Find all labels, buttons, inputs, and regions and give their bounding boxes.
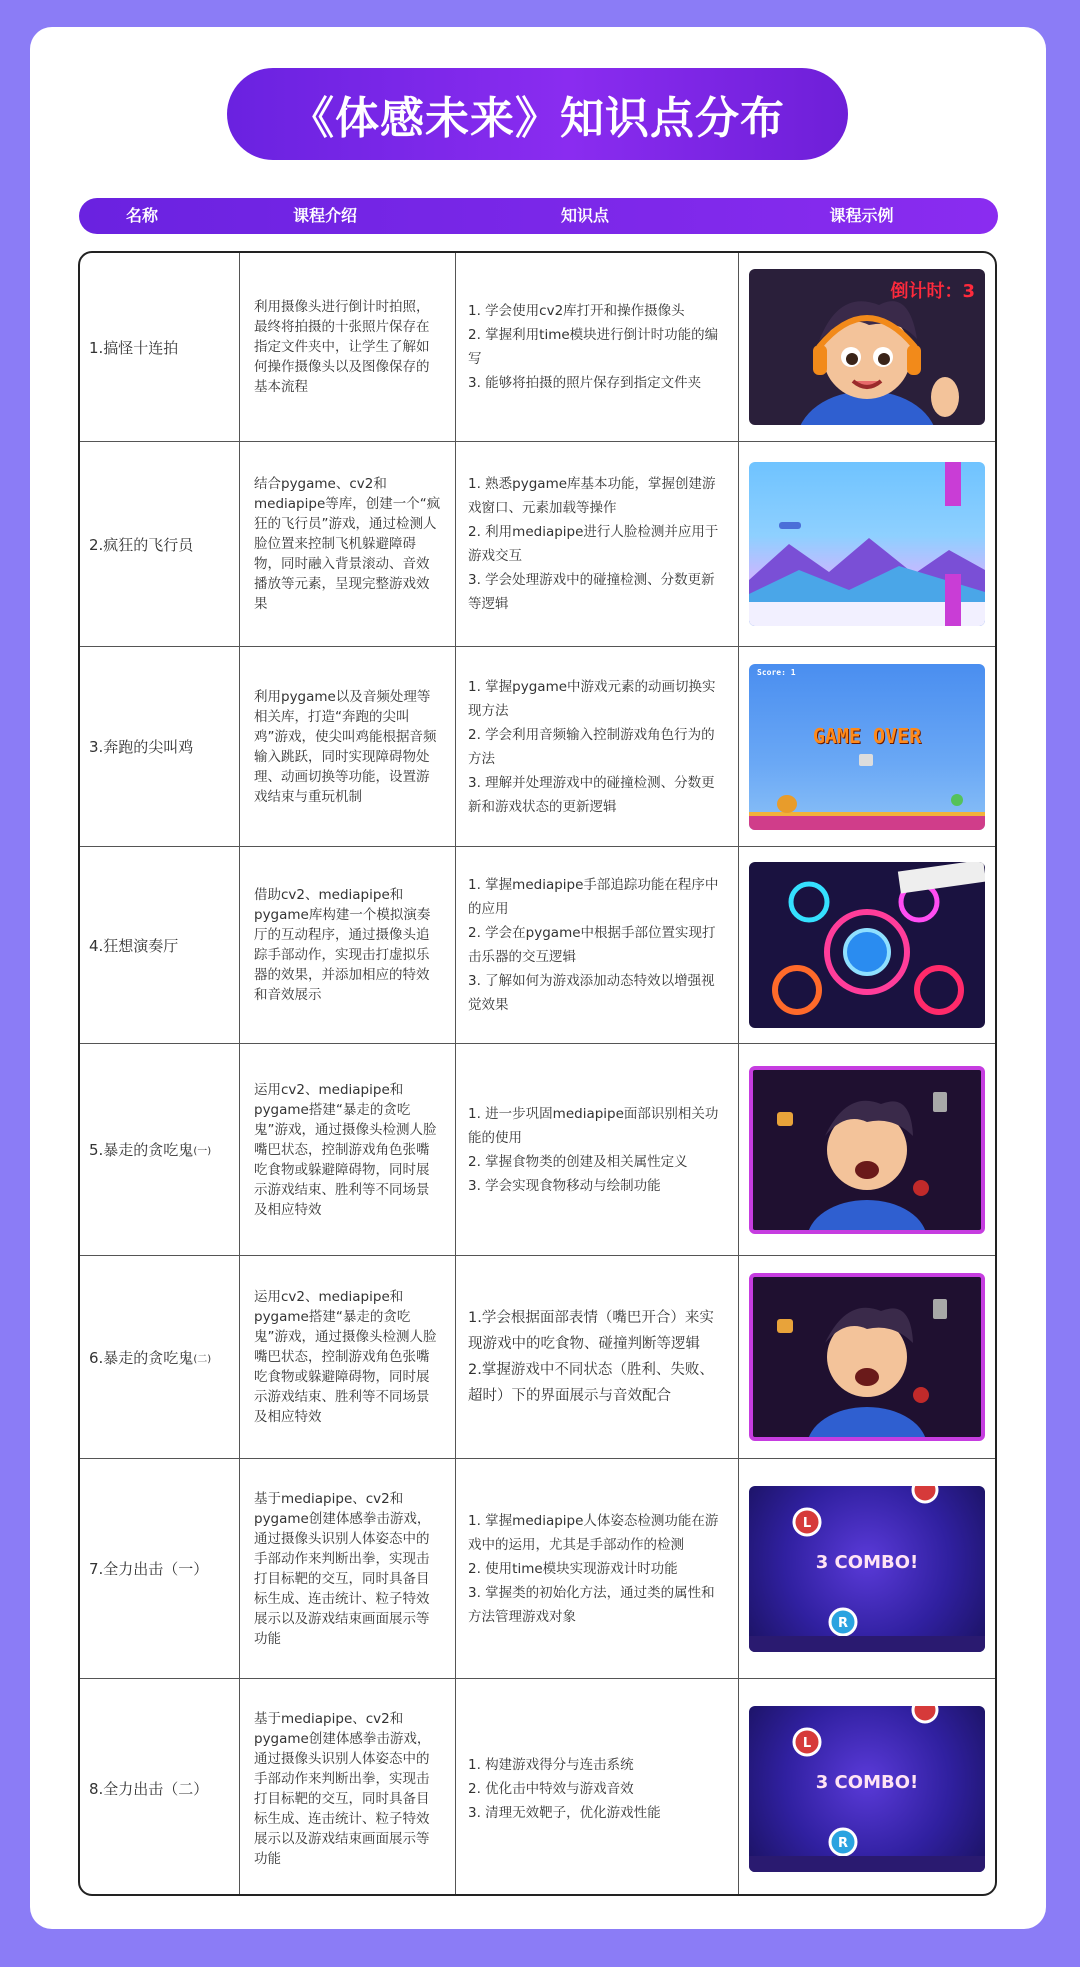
drum-targets-icon xyxy=(749,862,985,1028)
knowledge-point: 1. 掌握mediapipe手部追踪功能在程序中的应用 xyxy=(468,877,719,917)
knowledge-point: 2. 掌握利用time模块进行倒计时功能的编写 xyxy=(468,327,719,367)
knowledge-point: 1. 学会使用cv2库打开和操作摄像头 xyxy=(468,303,685,319)
header-knowledge: 知识点 xyxy=(560,206,609,225)
knowledge-points xyxy=(456,847,739,1043)
course-intro: 利用摄像头进行倒计时拍照，最终将拍摄的十张照片保存在指定文件夹中，让学生了解如何操作摄像头以及图像保存的基本流程 xyxy=(240,253,456,441)
course-example xyxy=(739,1679,995,1896)
course-example xyxy=(739,647,995,846)
cartoon-boy-icon xyxy=(749,269,985,425)
table-row xyxy=(80,1458,995,1678)
table-row xyxy=(80,441,995,646)
course-name: 4.狂想演奏厅 xyxy=(80,847,240,1043)
knowledge-point: 1. 熟悉pygame库基本功能，掌握创建游戏窗口、元素加载等操作 xyxy=(468,476,716,516)
table-header xyxy=(79,198,998,234)
course-name-text: 6.暴走的贪吃鬼 xyxy=(89,1348,194,1367)
knowledge-point: 2. 优化击中特效与游戏音效 xyxy=(468,1780,634,1797)
table-row xyxy=(80,253,995,441)
example-image-music xyxy=(749,862,985,1028)
knowledge-point: 3. 能够将拍摄的照片保存到指定文件夹 xyxy=(468,375,702,391)
knowledge-points xyxy=(456,1256,739,1458)
knowledge-point: 2. 掌握食物类的创建及相关属性定义 xyxy=(468,1153,688,1170)
course-name: 8.全力出击（二） xyxy=(80,1679,240,1896)
score-text: Score: 1 xyxy=(757,667,796,677)
knowledge-point: 1. 进一步巩固mediapipe面部识别相关功能的使用 xyxy=(468,1105,719,1146)
course-intro: 运用cv2、mediapipe和pygame搭建“暴走的贪吃鬼”游戏，通过摄像头检测人脸嘴巴状态，控制游戏角色张嘴吃食物或躲避障碍物，同时展示游戏结束、胜利等不同场景及相应特效 xyxy=(240,1044,456,1255)
example-image-boxing-2 xyxy=(749,1706,985,1872)
knowledge-point: 3. 清理无效靶子，优化游戏性能 xyxy=(468,1804,661,1821)
example-image-pilot xyxy=(749,462,985,626)
example-image-selfie xyxy=(749,269,985,425)
page-title: 《体感未来》知识点分布 xyxy=(227,68,848,160)
knowledge-points xyxy=(456,647,739,846)
course-name-suffix: (一) xyxy=(193,1146,212,1157)
course-intro: 利用pygame以及音频处理等相关库，打造“奔跑的尖叫鸡”游戏，使尖叫鸡能根据音频输入跳跃，同时实现障碍物处理、动画切换等功能，设置游戏结束与重玩机制 xyxy=(240,647,456,846)
course-example xyxy=(739,1256,995,1458)
course-example xyxy=(739,442,995,646)
course-example xyxy=(739,253,995,441)
knowledge-point: 3. 学会处理游戏中的碰撞检测、分数更新等逻辑 xyxy=(468,572,715,612)
course-intro: 基于mediapipe、cv2和pygame创建体感拳击游戏，通过摄像头识别人体姿态中的手部动作来判断出拳，实现击打目标靶的交互，同时具备目标生成、连击统计、粒子特效展示以及游戏结束画面展示等功能 xyxy=(240,1679,456,1896)
course-intro: 借助cv2、mediapipe和pygame库构建一个模拟演奏厅的互动程序，通过摄像头追踪手部动作，实现击打虚拟乐器的效果，并添加相应的特效和音效展示 xyxy=(240,847,456,1043)
combo-text: 3 COMBO! xyxy=(815,1551,919,1573)
course-intro: 运用cv2、mediapipe和pygame搭建“暴走的贪吃鬼”游戏，通过摄像头检测人脸嘴巴状态，控制游戏角色张嘴吃食物或躲避障碍物，同时展示游戏结束、胜利等不同场景及相应特效 xyxy=(240,1256,456,1458)
knowledge-point: 2. 学会利用音频输入控制游戏角色行为的方法 xyxy=(468,726,715,767)
header-intro: 课程介绍 xyxy=(292,206,357,225)
knowledge-point: 1. 构建游戏得分与连击系统 xyxy=(468,1756,634,1773)
knowledge-points xyxy=(456,442,739,646)
example-image-boxing-1 xyxy=(749,1486,985,1652)
knowledge-point: 2.掌握游戏中不同状态（胜利、失败、超时）下的界面展示与音效配合 xyxy=(468,1362,714,1404)
knowledge-point: 3. 理解并处理游戏中的碰撞检测、分数更新和游戏状态的更新逻辑 xyxy=(468,774,715,815)
course-name: 1.搞怪十连拍 xyxy=(80,253,240,441)
table-row xyxy=(80,1043,995,1255)
course-intro: 结合pygame、cv2和 mediapipe等库，创建一个“疯狂的飞行员”游戏，通过检测人脸位置来控制飞机躲避障碍物，同时融入背景滚动、音效播放等元素，呈现完整游戏效果 xyxy=(240,442,456,646)
course-example xyxy=(739,1044,995,1255)
knowledge-points xyxy=(456,1044,739,1255)
course-name xyxy=(80,1256,240,1458)
knowledge-point: 1. 掌握pygame中游戏元素的动画切换实现方法 xyxy=(468,678,716,719)
boxing-targets-icon xyxy=(749,1706,985,1872)
course-example xyxy=(739,1459,995,1678)
svg-text:R: R xyxy=(837,1615,849,1631)
knowledge-point: 2. 学会在pygame中根据手部位置实现打击乐器的交互逻辑 xyxy=(468,925,716,965)
knowledge-points xyxy=(456,253,739,441)
example-image-chicken xyxy=(749,664,985,830)
course-name-text: 5.暴走的贪吃鬼 xyxy=(89,1141,194,1159)
boxing-targets-icon xyxy=(749,1486,985,1652)
course-name: 2.疯狂的飞行员 xyxy=(80,442,240,646)
knowledge-point: 2. 使用time模块实现游戏计时功能 xyxy=(468,1560,678,1577)
example-image-glutton-1 xyxy=(749,1066,985,1234)
example-image-glutton-2 xyxy=(749,1273,985,1441)
knowledge-points xyxy=(456,1679,739,1896)
svg-text:R: R xyxy=(837,1835,849,1851)
course-name: 3.奔跑的尖叫鸡 xyxy=(80,647,240,846)
game-over-text: GAME OVER xyxy=(812,723,922,748)
knowledge-point: 3. 了解如何为游戏添加动态特效以增强视觉效果 xyxy=(468,973,715,1013)
header-name: 名称 xyxy=(125,206,158,225)
game-scene-icon xyxy=(749,664,985,830)
countdown-text: 倒计时：3 xyxy=(890,281,975,302)
svg-text:L: L xyxy=(802,1515,812,1531)
knowledge-point: 3. 学会实现食物移动与绘制功能 xyxy=(468,1177,661,1194)
cartoon-boy-eating-icon xyxy=(753,1070,981,1230)
table-row xyxy=(80,646,995,846)
combo-text: 3 COMBO! xyxy=(815,1771,919,1793)
knowledge-point: 1. 掌握mediapipe人体姿态检测功能在游戏中的运用，尤其是手部动作的检测 xyxy=(468,1512,719,1553)
knowledge-points xyxy=(456,1459,739,1678)
mountains-icon xyxy=(749,462,985,626)
knowledge-point: 2. 利用mediapipe进行人脸检测并应用于游戏交互 xyxy=(468,524,719,564)
header-example: 课程示例 xyxy=(829,206,894,225)
svg-text:L: L xyxy=(802,1735,812,1751)
course-name-suffix: (二) xyxy=(193,1353,212,1365)
table-row xyxy=(80,1678,995,1896)
course-name xyxy=(80,1044,240,1255)
course-table xyxy=(78,251,997,1896)
knowledge-point: 3. 掌握类的初始化方法，通过类的属性和方法管理游戏对象 xyxy=(468,1584,715,1625)
table-row xyxy=(80,846,995,1043)
course-intro: 基于mediapipe、cv2和pygame创建体感拳击游戏，通过摄像头识别人体姿态中的手部动作来判断出拳，实现击打目标靶的交互，同时具备目标生成、连击统计、粒子特效展示以及游戏结束画面展示等功能 xyxy=(240,1459,456,1678)
course-example xyxy=(739,847,995,1043)
course-name: 7.全力出击（一） xyxy=(80,1459,240,1678)
cartoon-boy-eating-icon xyxy=(753,1277,981,1437)
table-row xyxy=(80,1255,995,1458)
knowledge-point: 1.学会根据面部表情（嘴巴开合）来实现游戏中的吃食物、碰撞判断等逻辑 xyxy=(468,1310,714,1352)
